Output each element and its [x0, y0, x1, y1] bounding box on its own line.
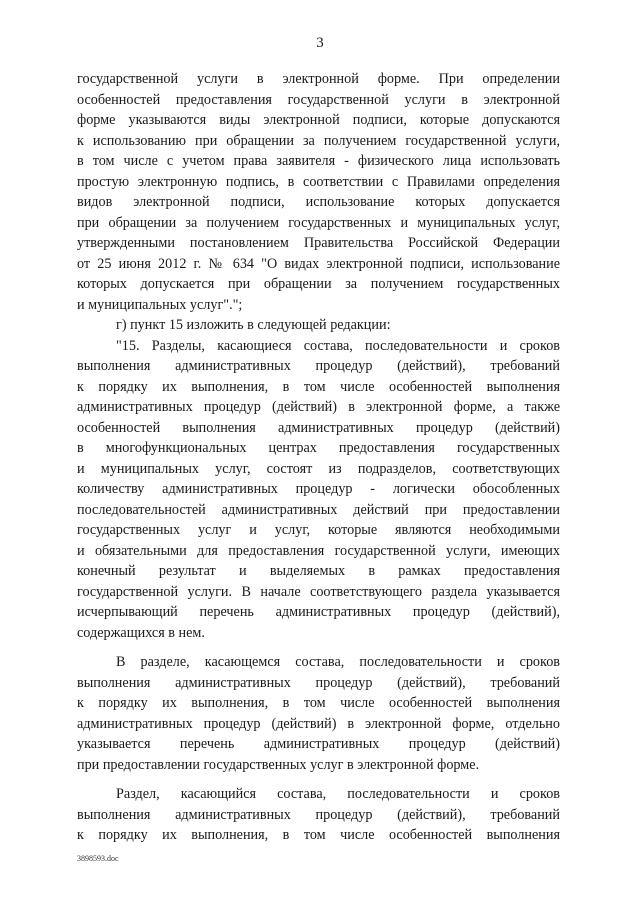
text-line: государственных услуг и услуг, которые являются необходимыми: [77, 522, 560, 538]
page-number: 3: [316, 35, 324, 51]
paragraph-gap: [77, 775, 560, 784]
text-line: содержащихся в нем.: [77, 624, 205, 641]
text-line: которых допускается при обращении за получением государственных: [77, 276, 560, 292]
text-line: в том числе с учетом права заявителя - физического лица использовать: [77, 153, 560, 169]
text-line: конечный результат и выделяемых в рамках предоставления: [77, 563, 560, 579]
text-line: к использованию при обращении за получением государственной услуги,: [77, 132, 560, 149]
paragraph-gap: [77, 643, 560, 652]
text-line: при предоставлении государственных услуг в электронной форме.: [77, 756, 480, 773]
text-line: выполнения административных процедур (действий), требований: [77, 674, 560, 691]
text-line: последовательностей административных действий при предоставлении: [77, 501, 560, 518]
text-line: Раздел, касающийся состава, последовательности и сроков: [116, 786, 560, 802]
text-line: "15. Разделы, касающиеся состава, последовательности и сроков: [116, 337, 560, 354]
text-line: особенностей выполнения административных процедур (действий): [77, 419, 560, 436]
text-line: и муниципальных услуг".";: [77, 296, 243, 313]
text-line: г) пункт 15 изложить в следующей редакции:: [116, 317, 391, 333]
text-line: выполнения административных процедур (действий), требований: [77, 806, 560, 823]
text-line: и обязательными для предоставления государственной услуги, имеющих: [77, 542, 560, 559]
text-line: простую электронную подпись, в соответствии с Правилами определения: [77, 173, 560, 190]
document-footer-filename: 3898593.doc: [77, 854, 119, 863]
text-line: утвержденными постановлением Правительства Российской Федерации: [77, 235, 560, 251]
text-line: видов электронной подписи, использование которых допускается: [77, 194, 560, 210]
text-line: В разделе, касающемся состава, последовательности и сроков: [116, 654, 560, 670]
text-line: и муниципальных услуг, состоят из подразделов, соответствующих: [77, 460, 560, 477]
text-line: в многофункциональных центрах предоставления государственных: [77, 440, 560, 456]
text-line: указывается перечень административных процедур (действий): [77, 736, 560, 752]
document-body: [77, 69, 560, 846]
text-line: административных процедур (действий) в электронной форме, отдельно: [77, 715, 560, 732]
text-line: количеству административных процедур - логически обособленных: [77, 481, 560, 497]
text-line: государственной услуги. В начале соответствующего раздела указывается: [77, 583, 560, 600]
text-line: к порядку их выполнения, в том числе особенностей выполнения: [77, 378, 560, 395]
text-line: к порядку их выполнения, в том числе особенностей выполнения: [77, 827, 560, 843]
text-line: административных процедур (действий) в электронной форме, а также: [77, 399, 560, 415]
text-line: особенностей предоставления государственной услуги в электронной: [77, 91, 560, 108]
text-line: форме указываются виды электронной подписи, которые допускаются: [77, 112, 560, 128]
text-line: от 25 июня 2012 г. № 634 "О видах электронной подписи, использование: [77, 255, 560, 272]
text-line: исчерпывающий перечень административных процедур (действий),: [77, 604, 560, 620]
text-line: при обращении за получением государственных и муниципальных услуг,: [77, 214, 560, 231]
text-line: выполнения административных процедур (действий), требований: [77, 358, 560, 374]
text-line: государственной услуги в электронной форме. При определении: [77, 71, 560, 87]
text-line: к порядку их выполнения, в том числе особенностей выполнения: [77, 695, 560, 711]
